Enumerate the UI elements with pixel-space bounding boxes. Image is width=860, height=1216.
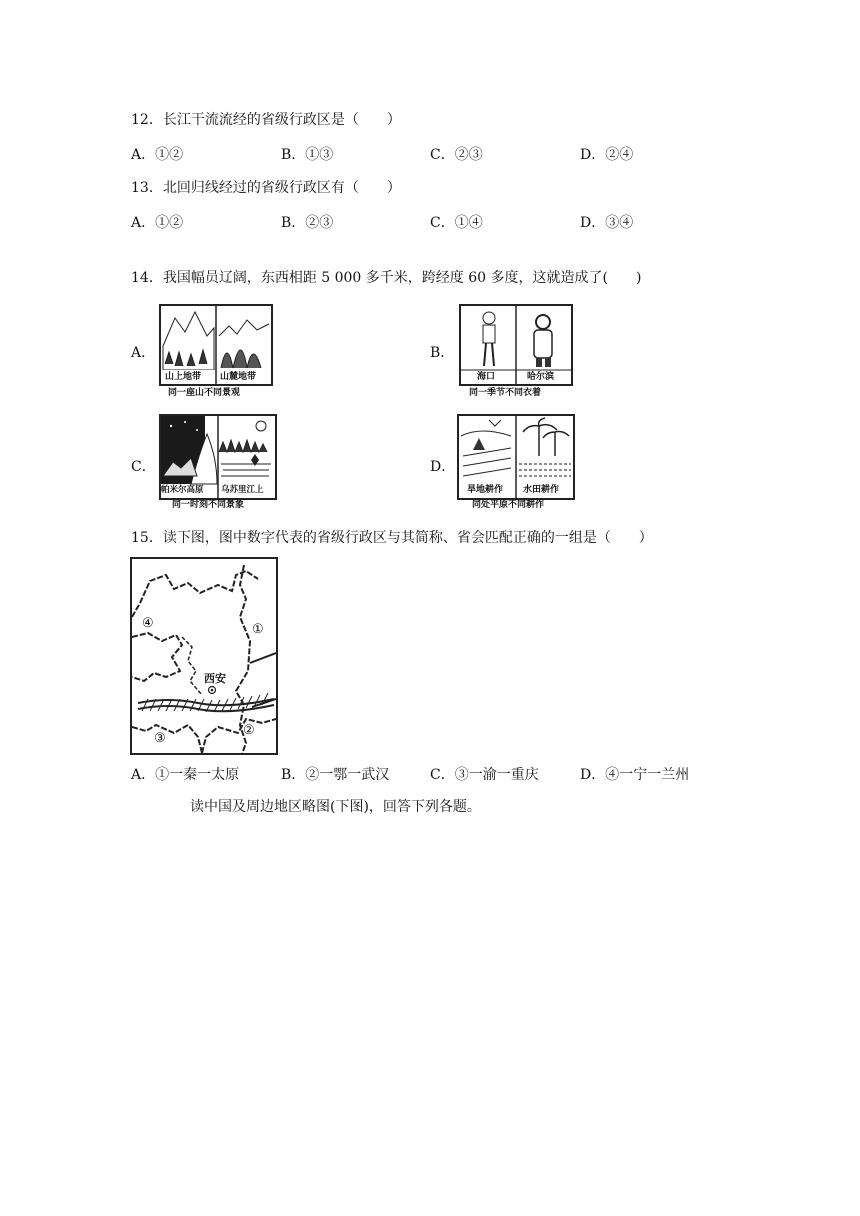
q14-option-d-letter[interactable]: D． (430, 459, 456, 475)
q14-option-d-illustration[interactable] (457, 414, 575, 500)
section-intro: 读中国及周边地区略图(下图)，回答下列各题。 (190, 799, 481, 815)
q15-option-b[interactable]: B．②一鄂一武汉 (281, 767, 390, 783)
q14-d-right-label: 水田耕作 (523, 485, 560, 495)
q14-d-left-label: 旱地耕作 (467, 485, 504, 495)
q14-a-right-label: 山麓地带 (220, 372, 257, 382)
q14-option-a-illustration[interactable] (159, 304, 273, 386)
q15-map (130, 557, 278, 755)
marker-4: ④ (142, 616, 154, 631)
xian-label: 西安 (204, 672, 226, 685)
q13-option-a[interactable]: A．①② (131, 215, 184, 231)
q14-a-left-label: 山上地带 (165, 372, 202, 382)
q12-option-d[interactable]: D．②④ (580, 147, 634, 163)
q14-option-c-illustration[interactable] (159, 414, 277, 500)
q14-d-caption: 同处平原不同耕作 (472, 500, 545, 510)
question-12-stem: 12．长江干流流经的省级行政区是（ ） (131, 112, 401, 128)
question-13-stem: 13．北回归线经过的省级行政区有（ ） (131, 180, 401, 196)
q15-option-c[interactable]: C．③一渝一重庆 (430, 767, 539, 783)
q14-option-b-illustration[interactable] (459, 304, 573, 386)
q14-c-caption: 同一时刻不同景象 (172, 500, 245, 510)
q14-b-caption: 同一季节不同衣着 (469, 388, 542, 398)
q15-option-a[interactable]: A．①一秦一太原 (131, 767, 240, 783)
q13-option-c[interactable]: C．①④ (430, 215, 483, 231)
question-14-stem: 14．我国幅员辽阔，东西相距 5 000 多千米，跨经度 60 多度，这就造成了( ) (131, 270, 642, 286)
marker-1: ① (252, 622, 264, 637)
q13-option-b[interactable]: B．②③ (281, 215, 334, 231)
q14-a-caption: 同一座山不同景观 (168, 388, 241, 398)
marker-2: ② (243, 723, 255, 738)
q12-option-c[interactable]: C．②③ (430, 147, 483, 163)
q14-c-left-label: 帕米尔高原 (161, 485, 204, 495)
q13-option-d[interactable]: D．③④ (580, 215, 634, 231)
q14-b-left-label: 海口 (477, 372, 496, 382)
q14-option-b-letter[interactable]: B． (430, 345, 455, 361)
marker-3: ③ (154, 731, 166, 746)
question-15-stem: 15．读下图，图中数字代表的省级行政区与其简称、省会匹配正确的一组是（ ） (131, 530, 653, 546)
q15-option-d[interactable]: D．④一宁一兰州 (580, 767, 690, 783)
q14-c-right-label: 乌苏里江上 (221, 485, 264, 495)
q12-option-a[interactable]: A．①② (131, 147, 184, 163)
q14-b-right-label: 哈尔滨 (527, 372, 555, 382)
q14-option-a-letter[interactable]: A． (131, 345, 156, 361)
q12-option-b[interactable]: B．①③ (281, 147, 334, 163)
q14-option-c-letter[interactable]: C． (131, 459, 156, 475)
